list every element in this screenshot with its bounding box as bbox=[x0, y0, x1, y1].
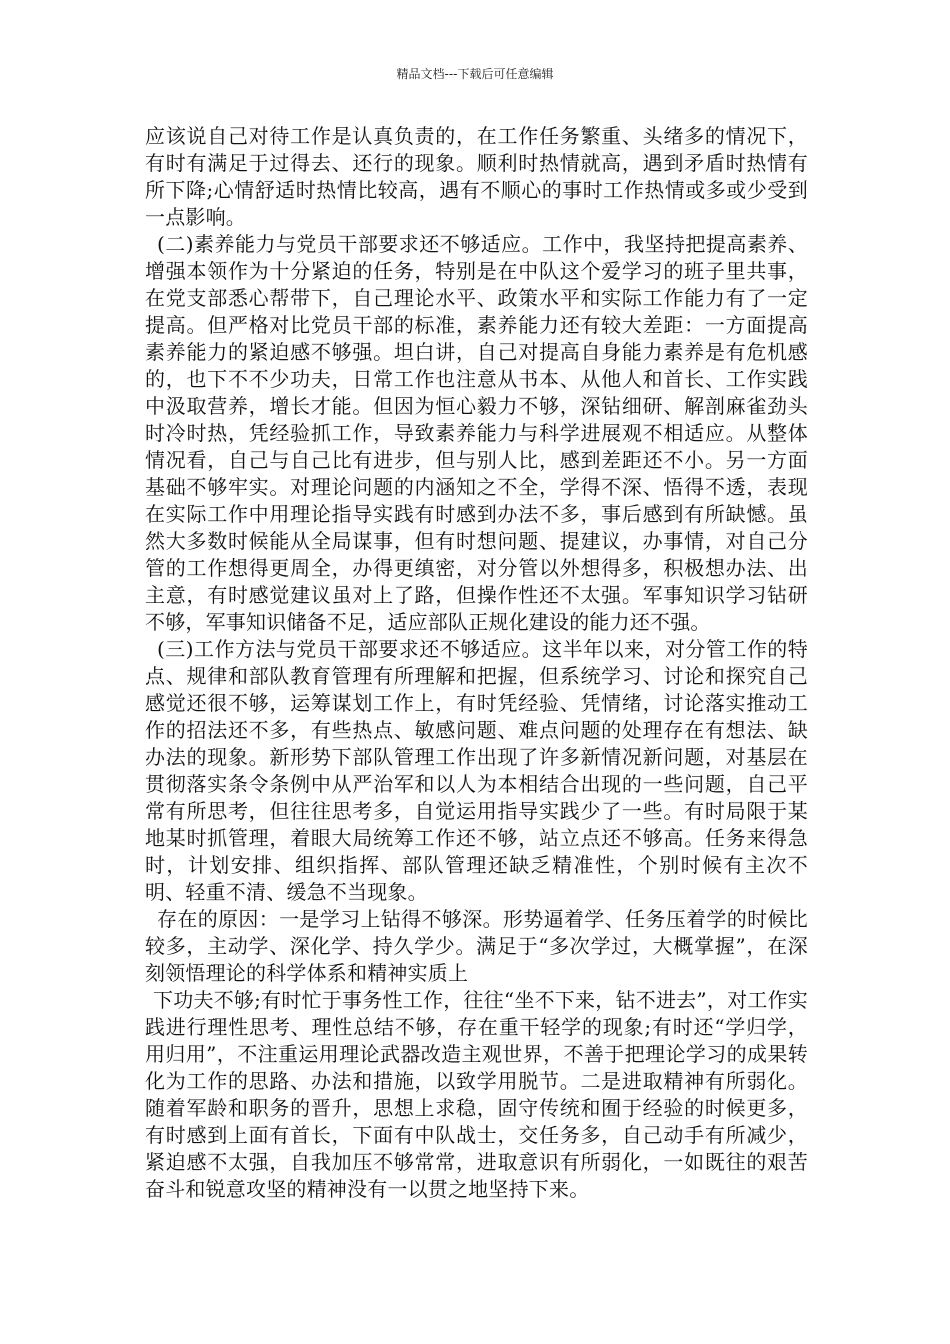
paragraph-section-two: (二)素养能力与党员干部要求还不够适应。工作中，我坚持把提高素养、增强本领作为十分紧迫的任务，特别是在中队这个爱学习的班子里共事，在党支部悉心帮带下，自己理论水平、政策水平和实际工作能力有了一定提高。但严格对比党员干部的标准，素养能力还有较大差距：一方面提高素养能力的紧迫感不够强。坦白讲，自己对提高自身能力素养是有危机感的，也下不不少功夫，日常工作也注意从书本、从他人和首长、工作实践中汲取营养，增长才能。但因为恒心毅力不够，深钻细研、解剖麻雀劲头时冷时热，凭经验抓工作，导致素养能力与科学进展观不相适应。从整体情况看，自己与自己比有进步，但与别人比，感到差距还不小。另一方面基础不够牢实。对理论问题的内涵知之不全，学得不深、悟得不透，表现在实际工作中用理论指导实践有时感到办法不多，事后感到有所缺憾。虽然大多数时候能从全局谋事，但有时想问题、提建议，办事情，对自己分管的工作想得更周全，办得更缜密，对分管以外想得多，积极想办法、出主意，有时感觉建议虽对上了路，但操作性还不太强。军事知识学习钻研不够，军事知识储备不足，适应部队正规化建设的能力还不强。 bbox=[145, 232, 808, 634]
paragraph-causes-continued: 下功夫不够;有时忙于事务性工作，往往“坐不下来，钻不进去”，对工作实践进行理性思考、理性总结不够，存在重干轻学的现象;有时还“学归学，用归用”，不注重运用理论武器改造主观世界，不善于把理论学习的成果转化为工作的思路、办法和措施，以致学用脱节。二是进取精神有所弱化。随着军龄和职务的晋升，思想上求稳，固守传统和囿于经验的时候更多，有时感到上面有首长，下面有中队战士，交任务多，自己动手有所减少，紧迫感不太强，自我加压不够常常，进取意识有所弱化，一如既往的艰苦奋斗和锐意攻坚的精神没有一以贯之地坚持下来。 bbox=[145, 988, 808, 1201]
paragraph-causes: 存在的原因：一是学习上钻得不够深。形势逼着学、任务压着学的时候比较多，主动学、深化学、持久学少。满足于“多次学过，大概掌握”，在深刻领悟理论的科学体系和精神实质上 bbox=[145, 907, 808, 985]
document-body bbox=[145, 123, 808, 1203]
page-header: 精品文档---下载后可任意编辑 bbox=[396, 67, 554, 81]
paragraph-continuation: 应该说自己对待工作是认真负责的，在工作任务繁重、头绪多的情况下，有时有满足于过得去、还行的现象。顺利时热情就高，遇到矛盾时热情有所下降;心情舒适时热情比较高，遇有不顺心的事时工作热情或多或少受到一点影响。 bbox=[145, 124, 808, 229]
paragraph-section-three: (三)工作方法与党员干部要求还不够适应。这半年以来，对分管工作的特点、规律和部队教育管理有所理解和把握，但系统学习、讨论和探究自己感觉还很不够，运筹谋划工作上，有时凭经验、凭情绪，讨论落实推动工作的招法还不多，有些热点、敏感问题、难点问题的处理存在有想法、缺办法的现象。新形势下部队管理工作出现了许多新情况新问题，对基层在贯彻落实条令条例中从严治军和以人为本相结合出现的一些问题，自己平常有所思考，但往往思考多，自觉运用指导实践少了一些。有时局限于某地某时抓管理，着眼大局统筹工作还不够，站立点还不够高。任务来得急时，计划安排、组织指挥、部队管理还缺乏精准性，个别时候有主次不明、轻重不清、缓急不当现象。 bbox=[145, 637, 808, 904]
